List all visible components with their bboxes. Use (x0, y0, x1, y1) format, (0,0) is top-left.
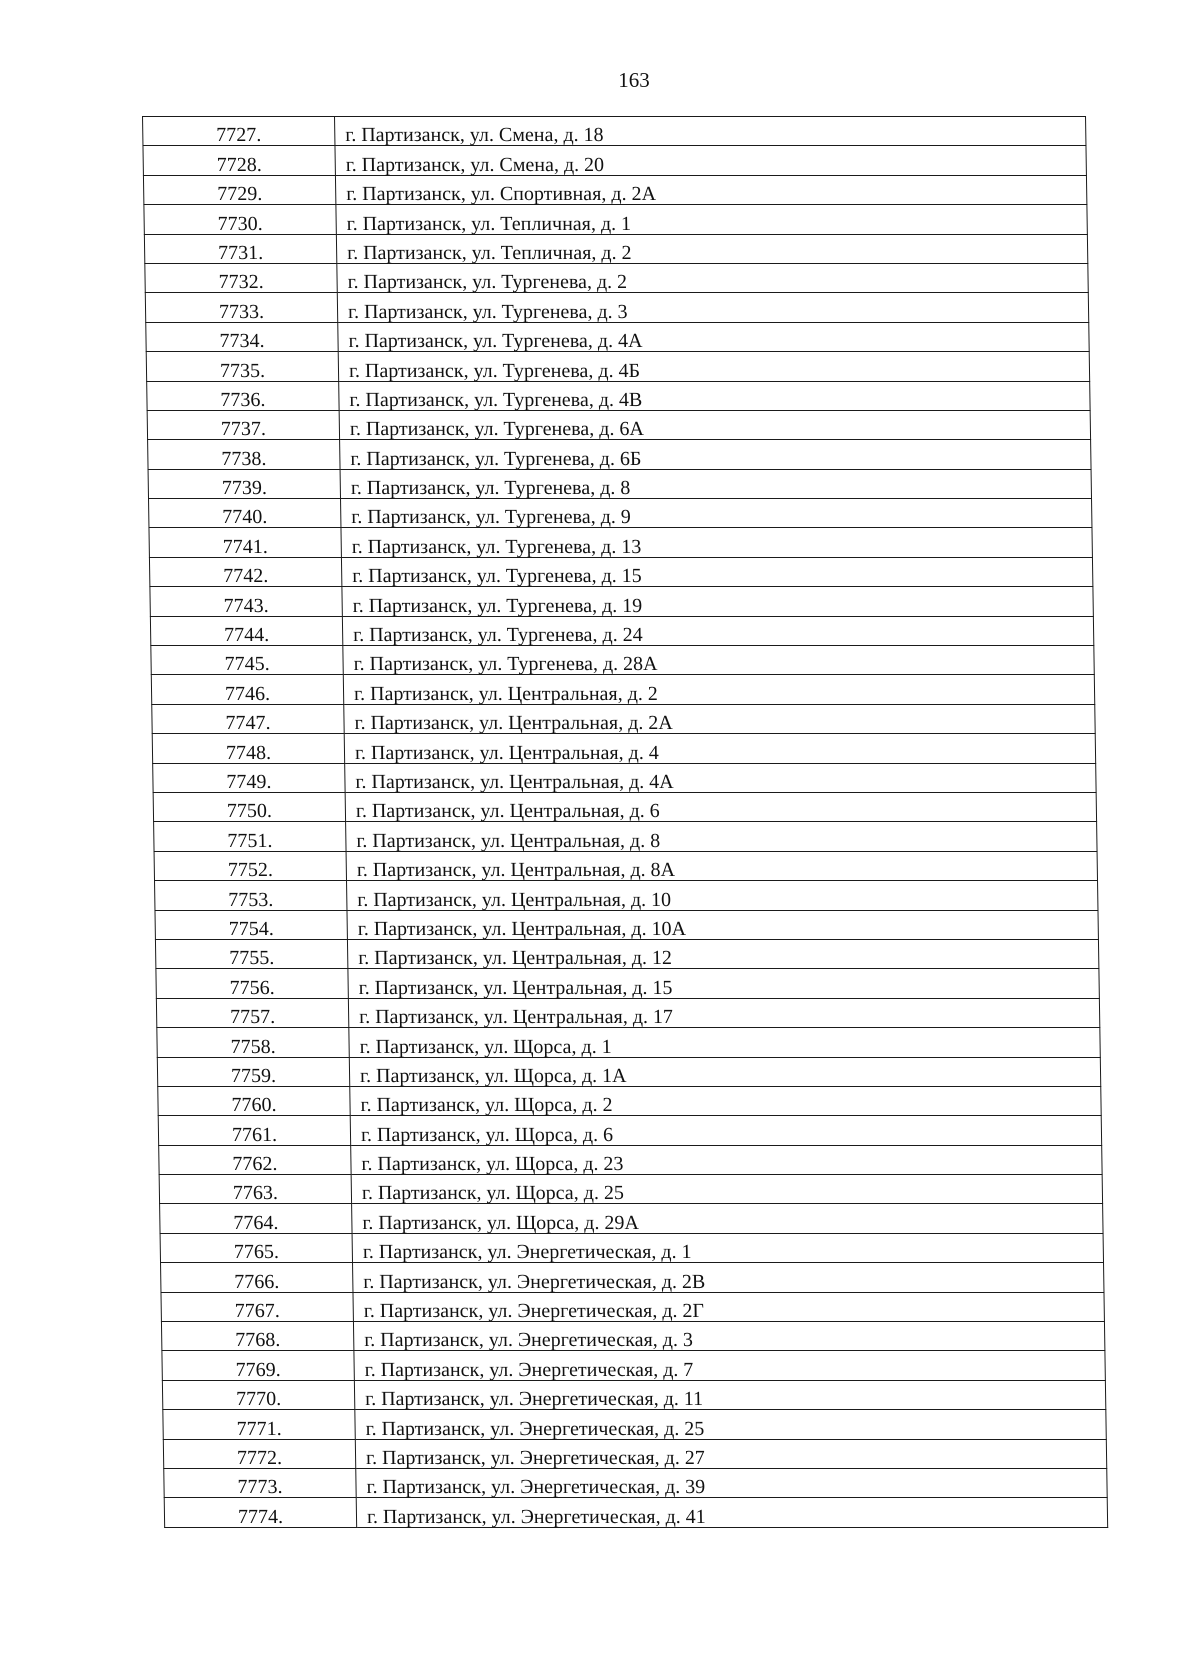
row-address: г. Партизанск, ул. Энергетическая, д. 11 (354, 1380, 1105, 1409)
table-row (147, 410, 1090, 439)
row-address: г. Партизанск, ул. Центральная, д. 12 (347, 939, 1098, 968)
table-row (145, 293, 1088, 322)
row-number: 7758. (157, 1028, 349, 1057)
table-row (164, 1468, 1107, 1497)
row-address: г. Партизанск, ул. Тургенева, д. 19 (342, 587, 1093, 616)
table-row (149, 499, 1092, 528)
table-row (164, 1498, 1107, 1527)
row-address: г. Партизанск, ул. Тургенева, д. 24 (342, 616, 1093, 645)
row-address: г. Партизанск, ул. Тургенева, д. 2 (337, 263, 1088, 292)
row-number: 7756. (156, 969, 348, 998)
row-address: г. Партизанск, ул. Тургенева, д. 6А (339, 410, 1090, 439)
table-row (156, 998, 1099, 1027)
row-number: 7774. (164, 1498, 356, 1527)
row-number: 7729. (143, 175, 335, 204)
row-address: г. Партизанск, ул. Тургенева, д. 4Б (338, 352, 1089, 381)
row-address: г. Партизанск, ул. Центральная, д. 10А (347, 910, 1098, 939)
row-address: г. Партизанск, ул. Энергетическая, д. 27 (355, 1439, 1106, 1468)
row-address: г. Партизанск, ул. Энергетическая, д. 25 (355, 1410, 1106, 1439)
row-address: г. Партизанск, ул. Тургенева, д. 4А (338, 322, 1089, 351)
row-address: г. Партизанск, ул. Смена, д. 18 (335, 117, 1086, 146)
table-row (155, 881, 1098, 910)
row-address: г. Партизанск, ул. Смена, д. 20 (335, 146, 1086, 175)
row-address: г. Партизанск, ул. Тургенева, д. 15 (341, 557, 1092, 586)
row-number: 7727. (143, 117, 335, 146)
row-address: г. Партизанск, ул. Щорса, д. 1А (349, 1057, 1100, 1086)
table-row (155, 910, 1098, 939)
table-row (150, 587, 1093, 616)
row-number: 7757. (156, 998, 348, 1027)
row-number: 7751. (154, 822, 346, 851)
row-number: 7736. (147, 381, 339, 410)
row-address: г. Партизанск, ул. Тургенева, д. 13 (341, 528, 1092, 557)
row-address: г. Партизанск, ул. Тургенева, д. 9 (341, 499, 1092, 528)
row-address: г. Партизанск, ул. Тургенева, д. 28А (343, 646, 1094, 675)
row-address: г. Партизанск, ул. Спортивная, д. 2А (335, 175, 1086, 204)
row-address: г. Партизанск, ул. Энергетическая, д. 39 (356, 1468, 1107, 1497)
row-number: 7731. (144, 234, 336, 263)
row-number: 7769. (162, 1351, 354, 1380)
row-number: 7745. (151, 646, 343, 675)
table-row (153, 763, 1096, 792)
table-row (162, 1380, 1105, 1409)
table-row (158, 1116, 1101, 1145)
table-row (157, 1028, 1100, 1057)
row-address: г. Партизанск, ул. Тургенева, д. 4В (339, 381, 1090, 410)
table-row (150, 616, 1093, 645)
row-number: 7759. (157, 1057, 349, 1086)
table-row (144, 234, 1087, 263)
row-number: 7732. (145, 263, 337, 292)
row-address: г. Партизанск, ул. Щорса, д. 1 (349, 1028, 1100, 1057)
row-address: г. Партизанск, ул. Центральная, д. 8А (346, 851, 1097, 880)
row-number: 7764. (160, 1204, 352, 1233)
row-number: 7749. (153, 763, 345, 792)
row-number: 7761. (158, 1116, 350, 1145)
table-row (149, 557, 1092, 586)
row-address: г. Партизанск, ул. Тургенева, д. 6Б (340, 440, 1091, 469)
table-row (154, 851, 1097, 880)
row-number: 7750. (153, 792, 345, 821)
table-row (159, 1145, 1102, 1174)
row-address: г. Партизанск, ул. Энергетическая, д. 7 (354, 1351, 1105, 1380)
row-address: г. Партизанск, ул. Центральная, д. 17 (348, 998, 1099, 1027)
table-row (143, 117, 1086, 146)
table-row (156, 969, 1099, 998)
table-row (163, 1439, 1106, 1468)
table-row (144, 205, 1087, 234)
row-address: г. Партизанск, ул. Энергетическая, д. 2В (353, 1263, 1104, 1292)
row-address: г. Партизанск, ул. Центральная, д. 6 (345, 792, 1096, 821)
row-number: 7730. (144, 205, 336, 234)
table-row (151, 646, 1094, 675)
row-number: 7743. (150, 587, 342, 616)
row-address: г. Партизанск, ул. Энергетическая, д. 41 (356, 1498, 1107, 1527)
row-number: 7753. (155, 881, 347, 910)
row-number: 7755. (155, 939, 347, 968)
row-number: 7733. (145, 293, 337, 322)
table-row (152, 734, 1095, 763)
row-number: 7741. (149, 528, 341, 557)
row-address: г. Партизанск, ул. Щорса, д. 25 (351, 1175, 1102, 1204)
row-number: 7742. (149, 557, 341, 586)
row-number: 7770. (162, 1380, 354, 1409)
row-address: г. Партизанск, ул. Щорса, д. 23 (351, 1145, 1102, 1174)
table-row (161, 1292, 1104, 1321)
row-number: 7754. (155, 910, 347, 939)
table-row (163, 1410, 1106, 1439)
table-row (146, 352, 1089, 381)
row-number: 7773. (164, 1468, 356, 1497)
table-row (145, 263, 1088, 292)
table-row (148, 440, 1091, 469)
table-row (147, 381, 1090, 410)
table-row (152, 704, 1095, 733)
row-address: г. Партизанск, ул. Энергетическая, д. 2Г (353, 1292, 1104, 1321)
row-address: г. Партизанск, ул. Тепличная, д. 1 (336, 205, 1087, 234)
table-row (160, 1233, 1103, 1262)
table-row (151, 675, 1094, 704)
address-table (142, 116, 1108, 1528)
table-row (154, 822, 1097, 851)
row-number: 7767. (161, 1292, 353, 1321)
row-address: г. Партизанск, ул. Центральная, д. 15 (348, 969, 1099, 998)
row-number: 7768. (161, 1322, 353, 1351)
table-row (161, 1263, 1104, 1292)
row-number: 7738. (148, 440, 340, 469)
table-row (146, 322, 1089, 351)
row-number: 7744. (150, 616, 342, 645)
row-number: 7765. (160, 1233, 352, 1262)
row-address: г. Партизанск, ул. Центральная, д. 2А (344, 704, 1095, 733)
row-address: г. Партизанск, ул. Энергетическая, д. 1 (352, 1233, 1103, 1262)
table-row (148, 469, 1091, 498)
row-number: 7728. (143, 146, 335, 175)
row-number: 7734. (146, 322, 338, 351)
row-number: 7762. (159, 1145, 351, 1174)
table-row (155, 939, 1098, 968)
table-row (158, 1086, 1101, 1115)
row-number: 7752. (154, 851, 346, 880)
row-address: г. Партизанск, ул. Центральная, д. 2 (343, 675, 1094, 704)
row-number: 7771. (163, 1410, 355, 1439)
row-number: 7737. (147, 410, 339, 439)
row-address: г. Партизанск, ул. Щорса, д. 2 (350, 1086, 1101, 1115)
row-number: 7747. (152, 704, 344, 733)
row-number: 7760. (158, 1086, 350, 1115)
page-number: 163 (618, 68, 650, 92)
table-row (160, 1204, 1103, 1233)
table-row (157, 1057, 1100, 1086)
table-row (149, 528, 1092, 557)
table-row (143, 175, 1086, 204)
table-row (161, 1322, 1104, 1351)
row-number: 7740. (149, 499, 341, 528)
row-number: 7772. (163, 1439, 355, 1468)
row-address: г. Партизанск, ул. Тепличная, д. 2 (336, 234, 1087, 263)
row-address: г. Партизанск, ул. Центральная, д. 4 (344, 734, 1095, 763)
table-row (162, 1351, 1105, 1380)
row-number: 7748. (152, 734, 344, 763)
table-body (143, 117, 1108, 1528)
row-address: г. Партизанск, ул. Тургенева, д. 8 (340, 469, 1091, 498)
row-number: 7739. (148, 469, 340, 498)
row-address: г. Партизанск, ул. Тургенева, д. 3 (337, 293, 1088, 322)
row-number: 7746. (151, 675, 343, 704)
row-number: 7735. (146, 352, 338, 381)
table-row (159, 1175, 1102, 1204)
table-row (153, 792, 1096, 821)
row-address: г. Партизанск, ул. Центральная, д. 4А (345, 763, 1096, 792)
table-row (143, 146, 1086, 175)
row-address: г. Партизанск, ул. Щорса, д. 6 (350, 1116, 1101, 1145)
row-address: г. Партизанск, ул. Центральная, д. 10 (347, 881, 1098, 910)
row-number: 7763. (159, 1175, 351, 1204)
row-address: г. Партизанск, ул. Центральная, д. 8 (346, 822, 1097, 851)
row-address: г. Партизанск, ул. Щорса, д. 29А (352, 1204, 1103, 1233)
row-number: 7766. (161, 1263, 353, 1292)
row-address: г. Партизанск, ул. Энергетическая, д. 3 (353, 1322, 1104, 1351)
